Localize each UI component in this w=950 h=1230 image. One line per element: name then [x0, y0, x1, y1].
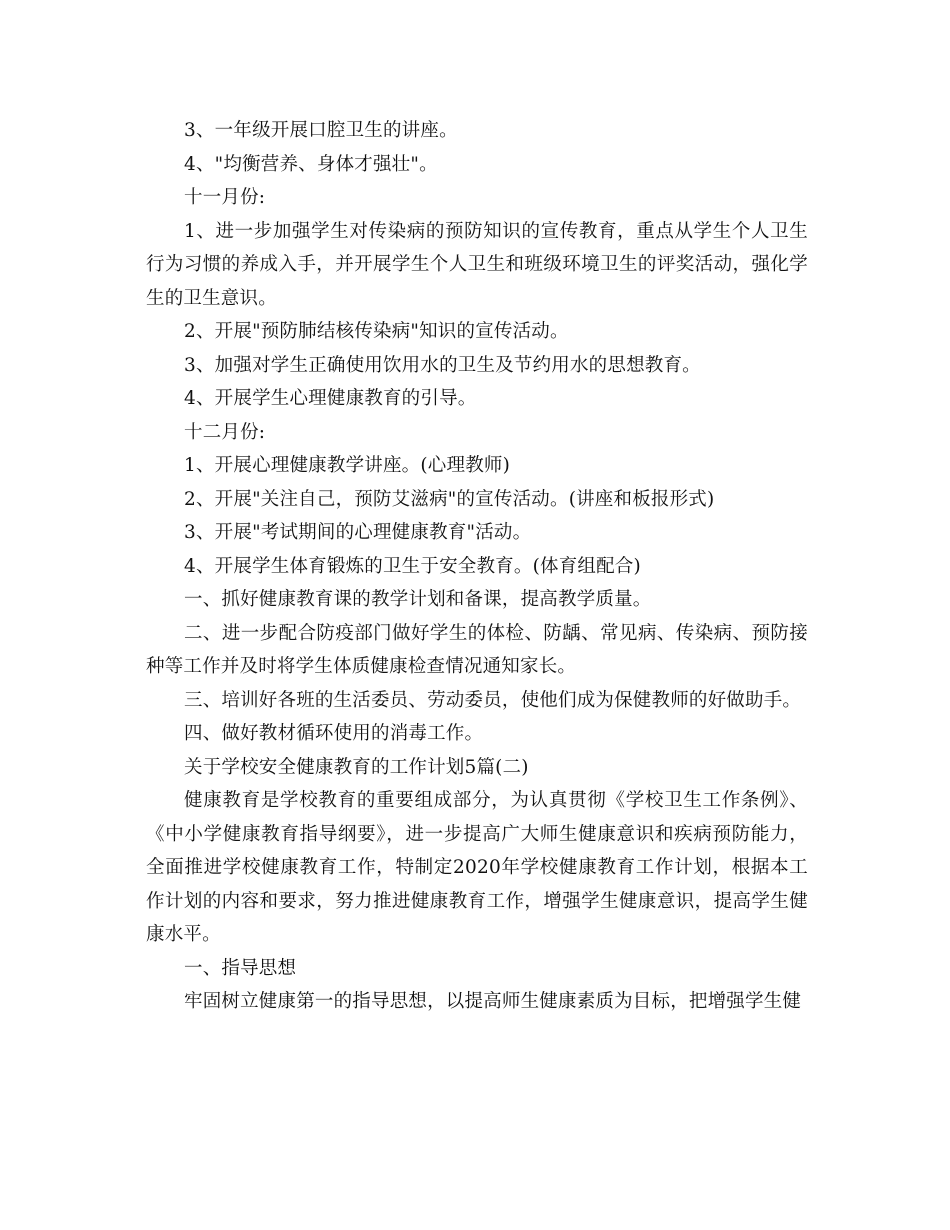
paragraph-november-3: 3、加强对学生正确使用饮用水的卫生及节约用水的思想教育。 — [184, 354, 701, 376]
section-title-plan-two: 关于学校安全健康教育的工作计划5篇(二) — [184, 756, 529, 778]
paragraph-task-1: 一、抓好健康教育课的教学计划和备课，提高教学质量。 — [184, 589, 652, 610]
section-heading-guiding-ideology: 一、指导思想 — [184, 957, 297, 979]
paragraph-november-1: 1、进一步加强学生对传染病的预防知识的宣传教育，重点从学生个人卫生行为习惯的养成入手，并开展学生个人卫生和班级环境卫生的评奖活动，强化学生的卫生意识。 — [146, 220, 808, 309]
paragraph-task-2: 二、进一步配合防疫部门做好学生的体检、防龋、常见病、传染病、预防接种等工作并及时将学生体质健康检查情况通知家长。 — [146, 622, 808, 677]
paragraph-december-1: 1、开展心理健康教学讲座。(心理教师) — [184, 455, 511, 476]
paragraph-task-4: 四、做好教材循环使用的消毒工作。 — [184, 723, 484, 744]
paragraph-item-3-oral-lecture: 3、一年级开展口腔卫生的讲座。 — [184, 120, 458, 141]
paragraph-december-4: 4、开展学生体育锻炼的卫生于安全教育。(体育组配合) — [184, 555, 641, 577]
document-body — [146, 114, 808, 1019]
paragraph-december-3: 3、开展"考试期间的心理健康教育"活动。 — [184, 522, 532, 543]
paragraph-november-2: 2、开展"预防肺结核传染病"知识的宣传活动。 — [184, 321, 569, 342]
paragraph-november-4: 4、开展学生心理健康教育的引导。 — [184, 388, 477, 409]
paragraph-guiding-ideology: 牢固树立健康第一的指导思想，以提高师生健康素质为目标，把增强学生健 — [184, 991, 802, 1012]
paragraph-task-3: 三、培训好各班的生活委员、劳动委员，使他们成为保健教师的好做助手。 — [184, 689, 802, 711]
paragraph-item-4-nutrition: 4、"均衡营养、身体才强壮"。 — [184, 153, 438, 175]
paragraph-plan-intro: 健康教育是学校教育的重要组成部分，为认真贯彻《学校卫生工作条例》、《中小学健康教育指导纲要》，进一步提高广大师生健康意识和疾病预防能力，全面推进学校健康教育工作，特制定2020年学校健康教育工作计划，根据本工作计划的内容和要求，努力推进健康教育工作，增强学生健康意识，提高学生健康水平。 — [146, 790, 808, 945]
section-heading-december: 十二月份: — [184, 421, 266, 443]
paragraph-december-2: 2、开展"关注自己，预防艾滋病"的宣传活动。(讲座和板报形式) — [184, 488, 715, 510]
section-heading-november: 十一月份: — [184, 187, 266, 208]
